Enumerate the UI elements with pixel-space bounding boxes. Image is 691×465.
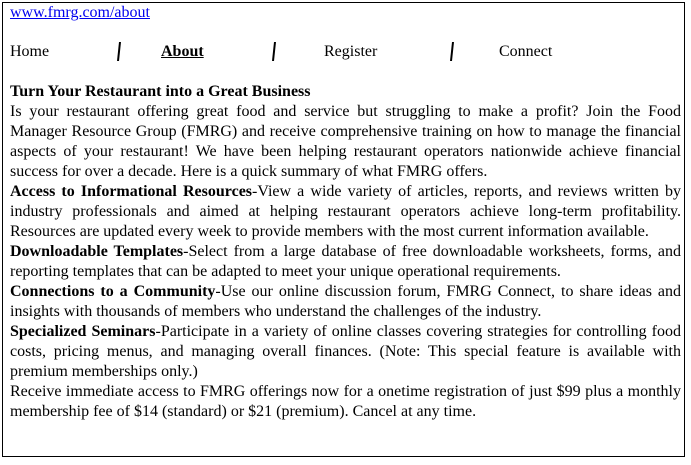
feature-term: Specialized Seminars [10, 323, 156, 340]
feature-term: Access to Informational Resources [10, 183, 253, 200]
closing-paragraph: Receive immediate access to FMRG offerings now for a onetime registration of just $99 plus a monthly membership fee of $14 (standard) or $21 (premium). Cancel at any time. [10, 383, 681, 420]
nav-register-link[interactable]: Register [324, 43, 378, 60]
feature-item [10, 242, 681, 282]
nav-connect-link[interactable]: Connect [499, 43, 553, 60]
nav-about-link[interactable]: About [161, 43, 204, 60]
feature-item [10, 182, 681, 242]
nav-separator [450, 42, 454, 61]
nav-separator [117, 42, 121, 61]
url-link[interactable]: www.fmrg.com/about [10, 4, 150, 21]
nav-separator [272, 42, 276, 61]
nav-home-link[interactable]: Home [10, 43, 50, 60]
nav-bar [0, 40, 691, 64]
feature-term: Downloadable Templates [10, 243, 184, 260]
feature-text: -Use our online discussion forum, FMRG Connect, to share ideas and insights with thousands of members who understand the challenges of the industry. [10, 283, 682, 320]
feature-text: -Select from a large database of free downloadable worksheets, forms, and reporting templates that can be adapted to meet your unique operational requirements. [10, 243, 681, 280]
feature-text: -View a wide variety of articles, reports, and reviews written by industry professionals and aimed at helping restaurant operators achieve long-term profitability. Resources are updated every week to provide members with the most current information available. [10, 183, 682, 240]
feature-item [10, 282, 681, 322]
page-title: Turn Your Restaurant into a Great Business [10, 83, 311, 100]
intro-paragraph: Is your restaurant offering great food and service but struggling to make a profit? Join the Food Manager Resource Group (FMRG) and receive comprehensive training on how to manage the financial aspects of your restaurant! We have been helping restaurant operators nationwide achieve financial success for over a decade. Here is a quick summary of what FMRG offers. [10, 103, 681, 180]
feature-item [10, 322, 681, 382]
feature-text: -Participate in a variety of online classes covering strategies for controlling food costs, pricing menus, and managing overall finances. (Note: This special feature is available with premium memberships only.) [10, 323, 681, 380]
feature-term: Connections to a Community [10, 283, 216, 300]
main-content [10, 82, 681, 422]
